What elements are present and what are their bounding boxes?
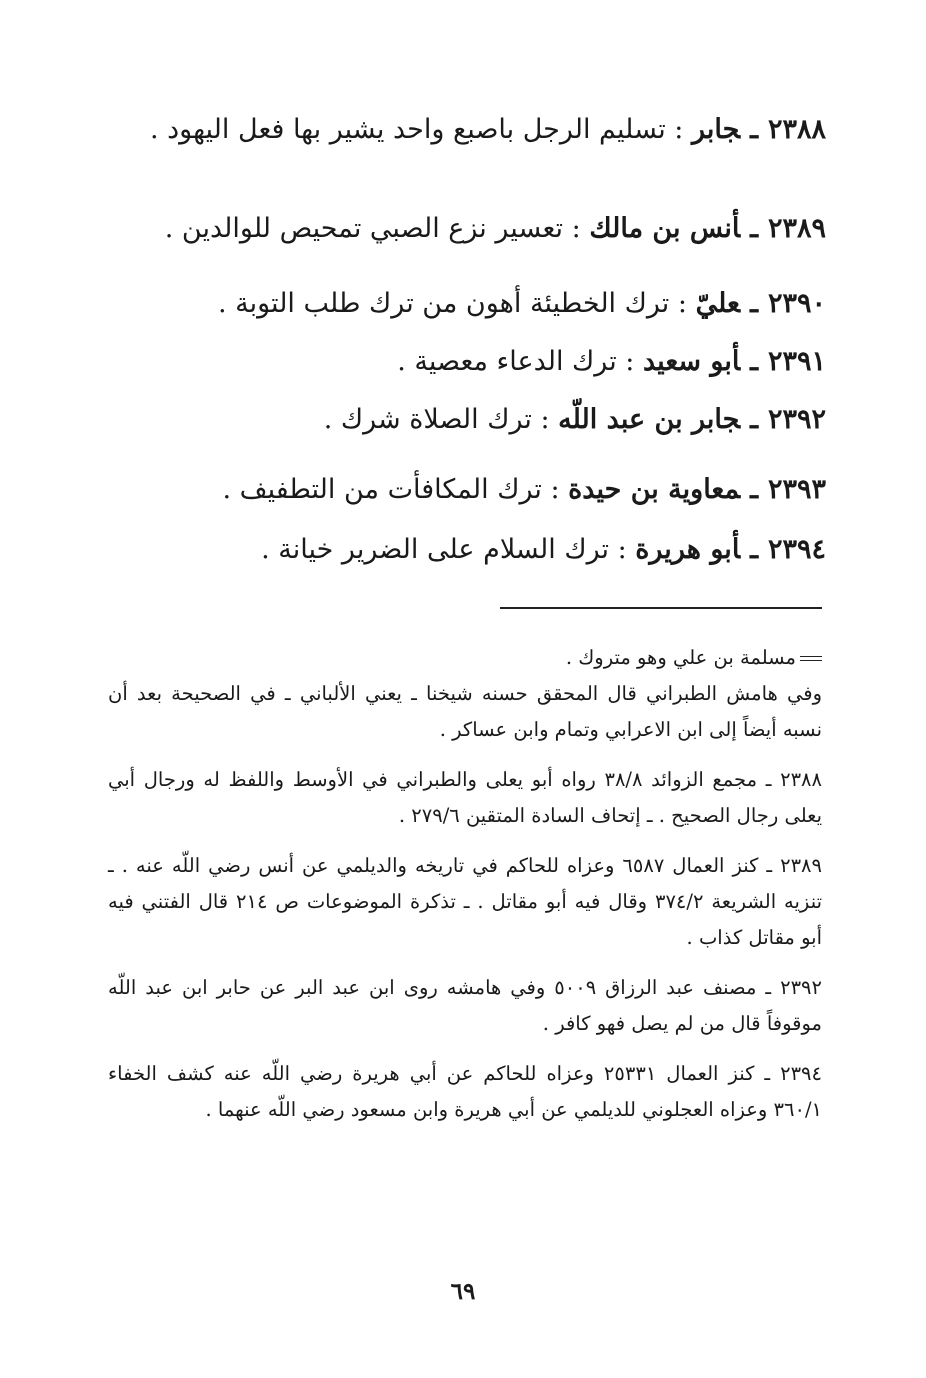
footnote-text: مسلمة بن علي وهو متروك . [565, 646, 796, 669]
hadith-text: : ترك الدعاء معصية . [397, 346, 635, 377]
hadith-dash: ـ [750, 114, 758, 145]
hadith-narrator: جابر بن عبد اللّه [558, 404, 741, 435]
footnotes [108, 640, 822, 1142]
hadith-dash: ـ [750, 474, 758, 505]
hadith-2388 [100, 102, 826, 158]
hadith-dash: ـ [750, 288, 758, 319]
hadith-2391 [100, 334, 826, 390]
continuation-mark [800, 656, 822, 661]
hadith-text: : تسليم الرجل باصبع واحد يشير بها فعل اليهود . [149, 114, 684, 145]
page-number: ٦٩ [450, 1278, 476, 1305]
hadith-text: : ترك الصلاة شرك . [323, 404, 550, 435]
hadith-number: ٢٣٨٩ [767, 213, 826, 244]
hadith-number: ٢٣٩٤ [767, 534, 826, 565]
hadith-2393 [100, 462, 826, 518]
hadith-2394 [100, 522, 826, 578]
hadith-dash: ـ [750, 346, 758, 377]
footnote-continuation [108, 640, 822, 676]
hadith-narrator: عليّ [695, 288, 741, 319]
hadith-dash: ـ [750, 404, 758, 435]
footnote-item: ٢٣٩٢ ـ مصنف عبد الرزاق ٥٠٠٩ وفي هامشه روى ابن عبد البر عن حابر ابن عبد اللّه موقوفاً قال من لم يصل فهو كافر . [108, 976, 822, 1035]
footnote-item: وفي هامش الطبراني قال المحقق حسنه شيخنا ـ يعني الألباني ـ في الصحيحة بعد أن نسبه أيضاً إلى ابن الاعرابي وتمام وابن عساكر . [108, 682, 822, 741]
hadith-dash: ـ [750, 213, 758, 244]
hadith-narrator: أنس بن مالك [589, 213, 741, 244]
hadith-narrator: معاوية بن حيدة [568, 474, 741, 505]
footnote-item: ٢٣٩٤ ـ كنز العمال ٢٥٣٣١ وعزاه للحاكم عن أبي هريرة رضي اللّه عنه كشف الخفاء ٣٦٠/١ وعزاه العجلوني للديلمي عن أبي هريرة وابن مسعود رضي اللّه عنهما . [108, 1062, 822, 1121]
hadith-number: ٢٣٩٠ [767, 288, 826, 319]
hadith-2390 [100, 276, 826, 332]
hadith-dash: ـ [750, 534, 758, 565]
hadith-2389 [100, 201, 826, 257]
hadith-text: : تعسير نزع الصبي تمحيص للوالدين . [164, 213, 581, 244]
hadith-number: ٢٣٩٢ [767, 404, 826, 435]
hadith-number: ٢٣٨٨ [767, 114, 826, 145]
hadith-text: : ترك الخطيئة أهون من ترك طلب التوبة . [217, 288, 687, 319]
hadith-text: : ترك السلام على الضرير خيانة . [261, 534, 627, 565]
footnote-item: ٢٣٨٨ ـ مجمع الزوائد ٣٨/٨ رواه أبو يعلى والطبراني في الأوسط واللفظ له ورجال أبي يعلى رجال الصحيح . ـ إتحاف السادة المتقين ٢٧٩/٦ . [108, 768, 823, 827]
hadith-narrator: جابر [691, 114, 741, 145]
hadith-number: ٢٣٩١ [767, 346, 826, 377]
footnote-separator [500, 607, 822, 609]
hadith-text: : ترك المكافأت من التطفيف . [222, 474, 560, 505]
hadith-narrator: أبو هريرة [635, 534, 741, 565]
hadith-number: ٢٣٩٣ [767, 474, 826, 505]
footnote-item: ٢٣٨٩ ـ كنز العمال ٦٥٨٧ وعزاه للحاكم في تاريخه والديلمي عن أنس رضي اللّه عنه . ـ تنزيه الشريعة ٣٧٤/٢ وقال فيه أبو مقاتل . ـ تذكرة الموضوعات ص ٢١٤ قال الفتني فيه أبو مقاتل كذاب . [108, 854, 823, 949]
hadith-narrator: أبو سعيد [643, 346, 741, 377]
hadith-2392 [100, 392, 826, 448]
